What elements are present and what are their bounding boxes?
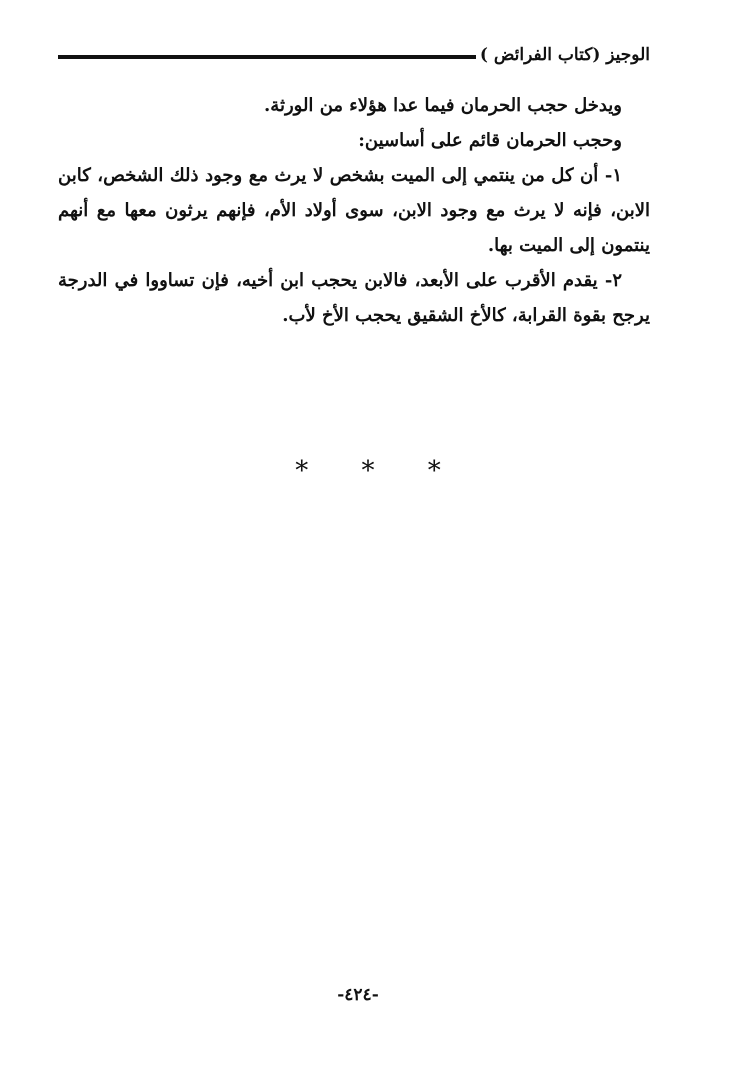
page-number: -٤٢٤- bbox=[337, 985, 379, 1005]
list-item-1-number: ١- bbox=[604, 165, 622, 186]
list-item-2-number: ٢- bbox=[604, 270, 622, 291]
list-item-2 bbox=[58, 263, 650, 333]
paragraph-bases: وحجب الحرمان قائم على أساسين: bbox=[358, 130, 622, 151]
header-rule bbox=[58, 55, 476, 59]
list-item-1-text: أن كل من ينتمي إلى الميت بشخص لا يرث مع وجود ذلك الشخص، كابن الابن، فإنه لا يرث مع وجود الابن، سوى أولاد الأم، فإنهم يرثون معها مع أنهم ينتمون إلى الميت بها. bbox=[58, 165, 650, 256]
running-title: الوجيز (كتاب الفرائض ) bbox=[479, 45, 650, 65]
separator-star: * bbox=[295, 456, 309, 486]
list-item-2-text: يقدم الأقرب على الأبعد، فالابن يحجب ابن أخيه، فإن تساووا في الدرجة يرجح بقوة القرابة، كالأخ الشقيق يحجب الأخ لأب. bbox=[58, 270, 650, 326]
separator-star: * bbox=[361, 456, 375, 486]
main-text bbox=[58, 88, 650, 333]
list-item-1 bbox=[58, 158, 650, 263]
section-separator bbox=[0, 456, 736, 486]
paragraph-intro: ويدخل حجب الحرمان فيما عدا هؤلاء من الورثة. bbox=[264, 95, 622, 116]
page-header bbox=[58, 40, 650, 70]
separator-star: * bbox=[427, 456, 441, 486]
